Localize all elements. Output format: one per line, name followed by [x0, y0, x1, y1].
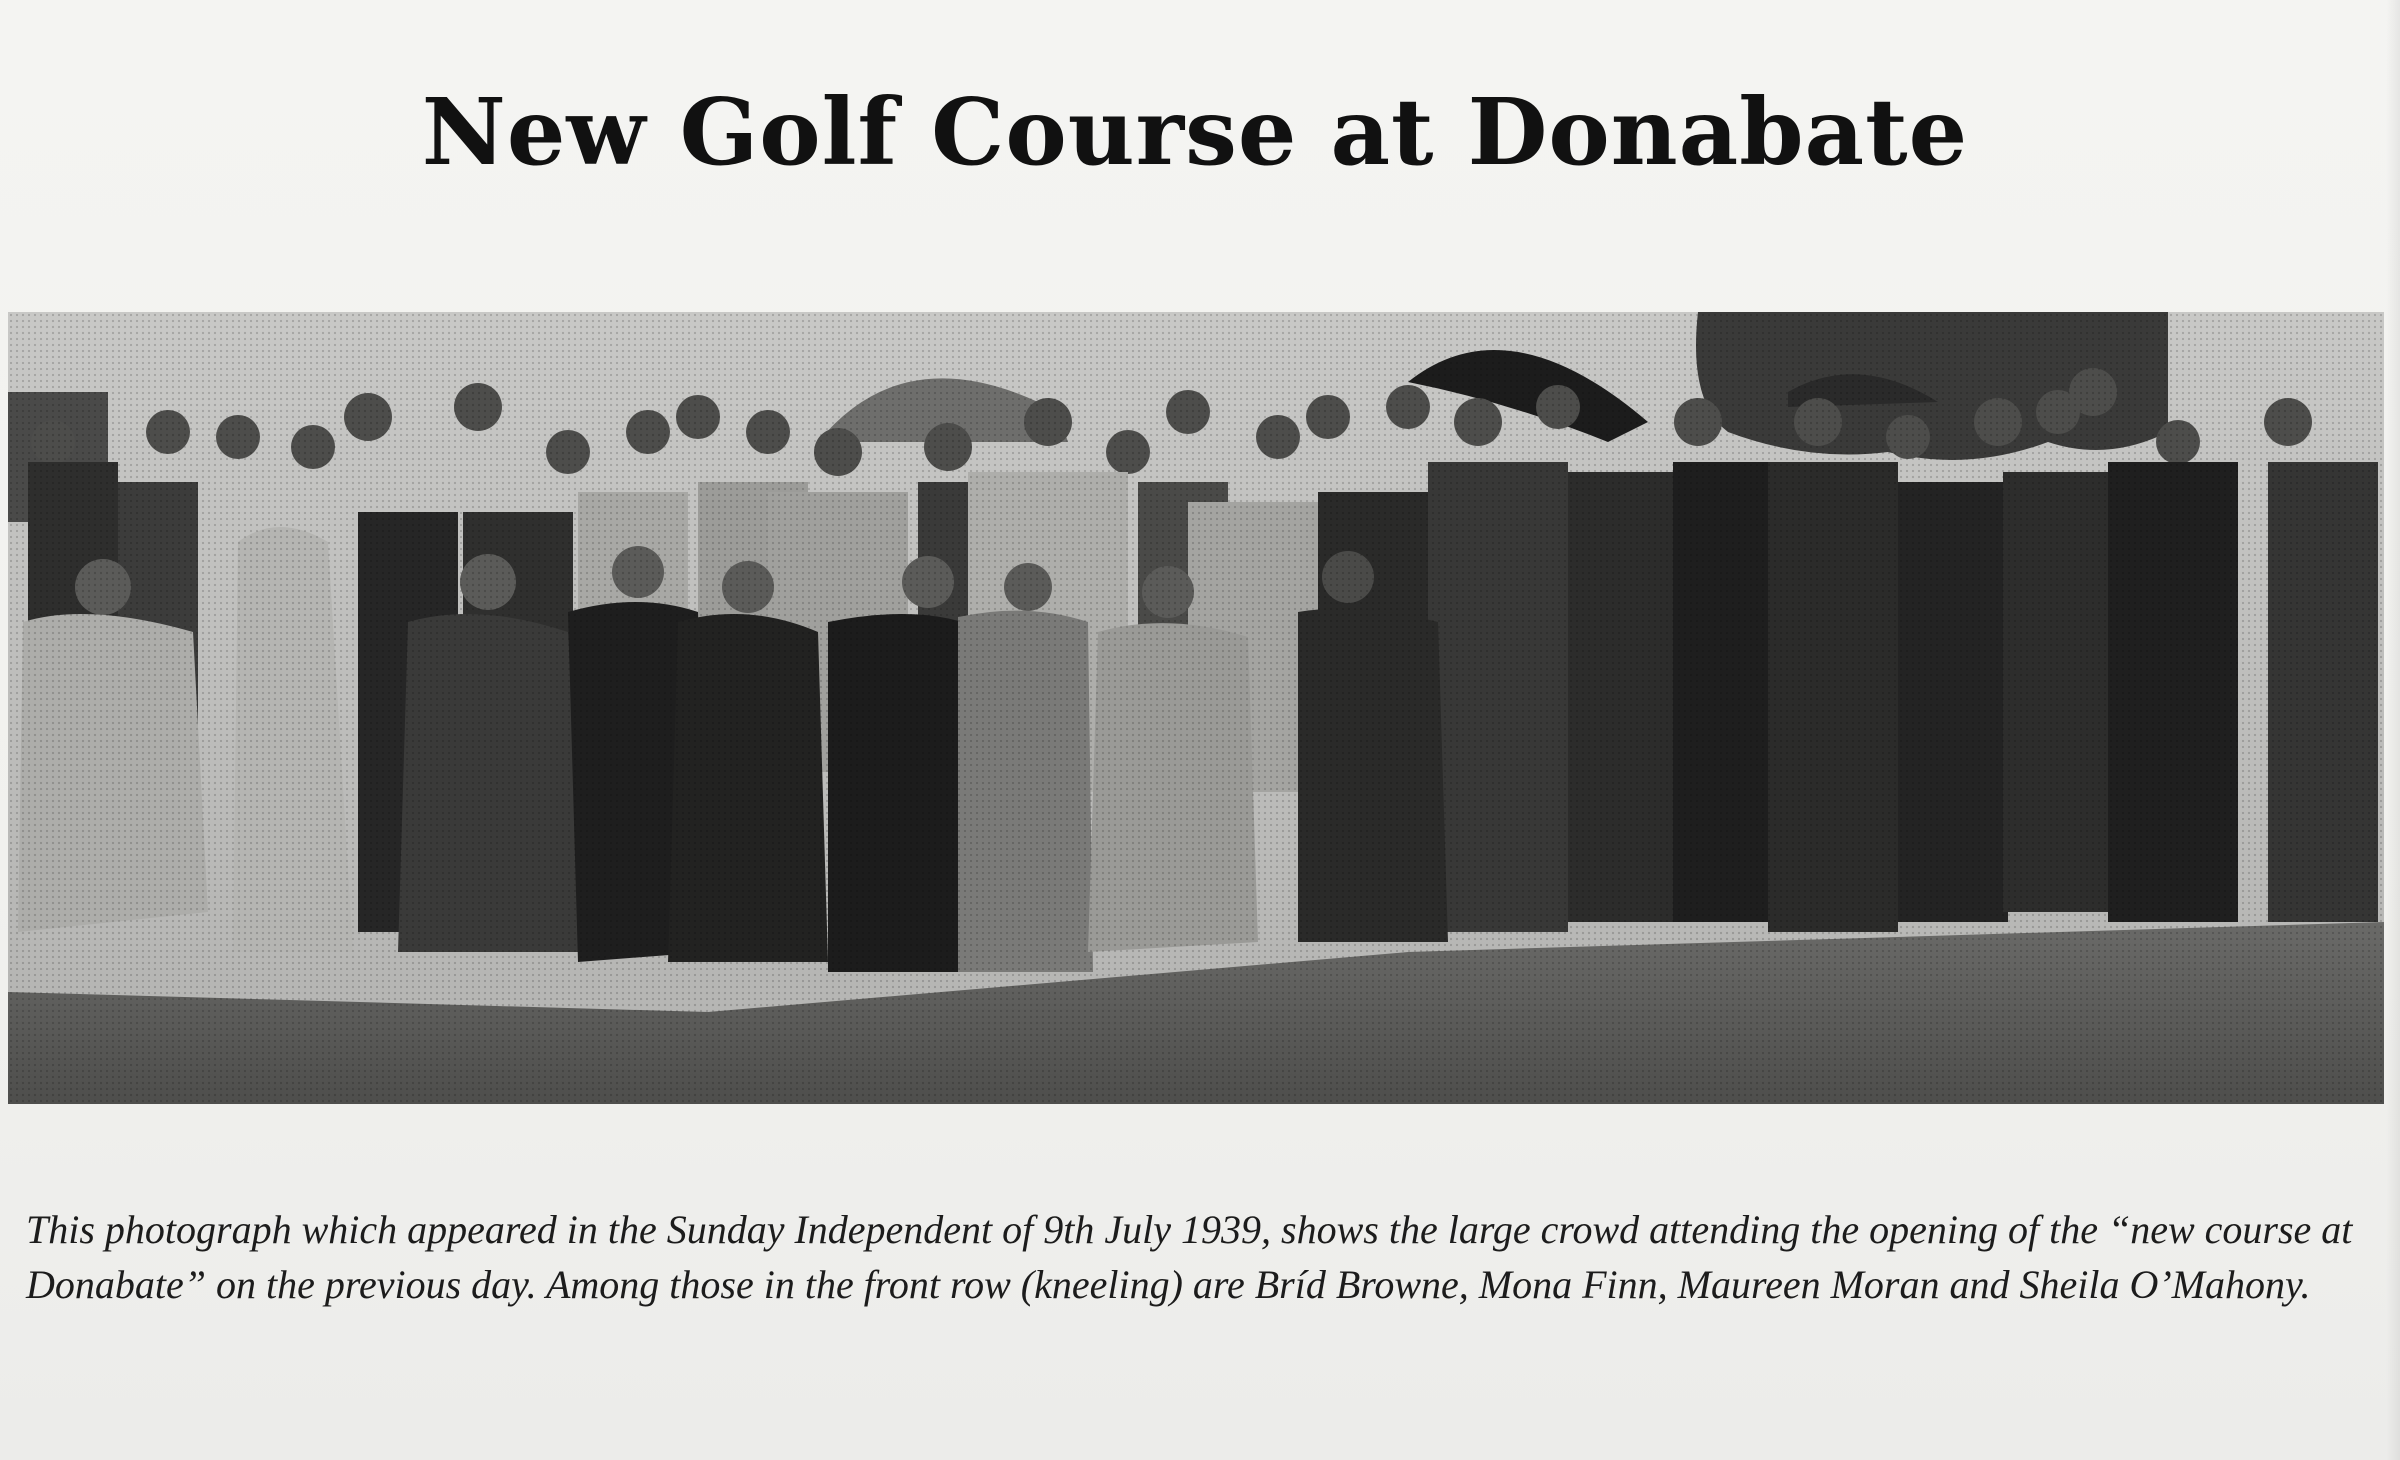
page-edge-shadow	[2386, 0, 2400, 1460]
photo-caption: This photograph which appeared in the Sunday Independent of 9th July 1939, shows the large crowd attending the opening of the “new course at Donabate” on the previous day. Among those in the front row (kneeling) are Bríd Browne, Mona Finn, Maureen Moran and Sheila O’Mahony.	[26, 1207, 2353, 1307]
page-title: New Golf Course at Donabate	[421, 78, 1969, 186]
photo-illustration	[8, 312, 2384, 1104]
group-photograph	[8, 312, 2384, 1104]
halftone-texture	[8, 312, 2384, 1104]
